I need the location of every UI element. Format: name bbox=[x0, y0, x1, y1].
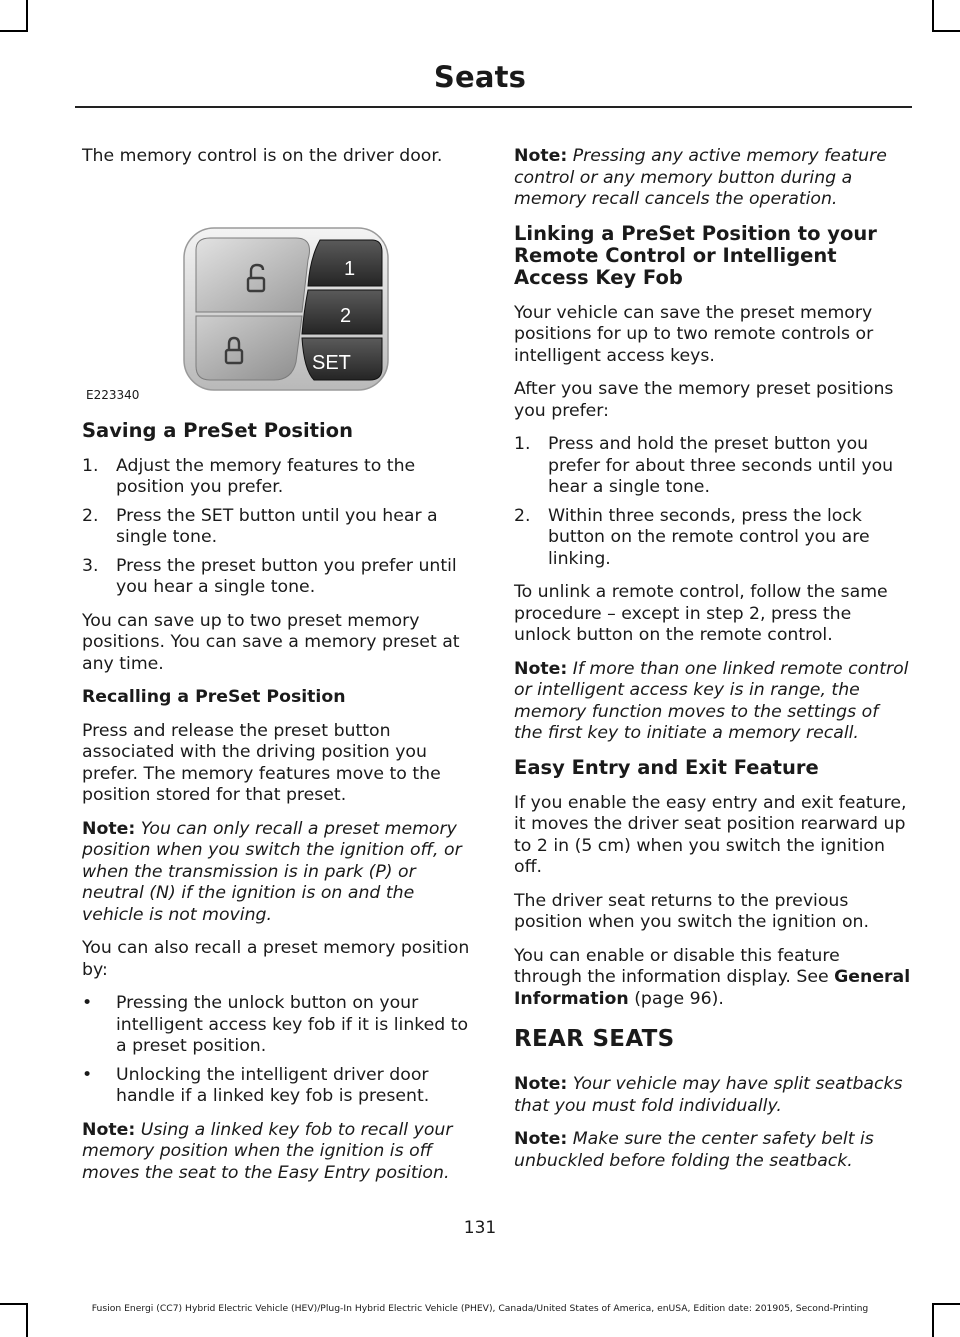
left-column bbox=[82, 146, 478, 1196]
crop-mark bbox=[0, 30, 28, 32]
memory-button-1-label: 1 bbox=[344, 257, 356, 280]
note: Note: Pressing any active memory feature control or any memory button during a memory recall cancels the operation. bbox=[514, 146, 887, 209]
saving-heading: Saving a PreSet Position bbox=[82, 418, 353, 442]
saving-steps bbox=[82, 456, 478, 599]
intro-text: The memory control is on the driver door. bbox=[82, 146, 443, 166]
set-button-label: SET bbox=[312, 351, 351, 374]
recall-methods bbox=[82, 993, 478, 1108]
cross-reference-link[interactable]: General Information bbox=[514, 967, 911, 1009]
list-item: 1. Press and hold the preset button you prefer for about three seconds until you hear a single tone. bbox=[514, 434, 894, 497]
memory-control-figure bbox=[82, 180, 478, 412]
memory-button-2-label: 2 bbox=[340, 304, 352, 327]
easy-entry-paragraph-2: The driver seat returns to the previous position when you switch the ignition on. bbox=[514, 890, 870, 932]
lock-button[interactable] bbox=[196, 316, 302, 380]
list-item: • Unlocking the intelligent driver door handle if a linked key fob is present. bbox=[82, 1064, 430, 1106]
linking-heading: Linking a PreSet Position to your Remote Control or Intelligent Access Key Fob bbox=[514, 221, 877, 289]
list-item: 2. Within three seconds, press the lock button on the remote control you are linking. bbox=[514, 505, 870, 569]
step-number: 2. bbox=[82, 505, 99, 526]
recalling-paragraph-2: You can also recall a preset memory position by: bbox=[82, 938, 470, 980]
step-number: 1. bbox=[514, 434, 531, 454]
footer-text: Fusion Energi (CC7) Hybrid Electric Vehicle (HEV)/Plug-In Hybrid Electric Vehicle (PHEV), Canada/United States of America, enUSA, Edition date: 201905, Second-Printing bbox=[91, 1303, 869, 1314]
note: Note: Your vehicle may have split seatbacks that you must fold individually. bbox=[514, 1074, 903, 1116]
right-column bbox=[514, 146, 911, 1184]
saving-paragraph: You can save up to two preset memory positions. You can save a memory preset at any time. bbox=[82, 610, 460, 674]
crop-mark bbox=[932, 0, 934, 32]
page-number: 131 bbox=[463, 1218, 497, 1238]
page-title: Seats bbox=[433, 60, 527, 94]
linking-paragraph-1: Your vehicle can save the preset memory positions for up to two remote controls or intelligent access keys. bbox=[514, 302, 874, 366]
list-item: • Pressing the unlock button on your intelligent access key fob if it is linked to a preset position. bbox=[82, 993, 469, 1056]
unlock-button[interactable] bbox=[196, 238, 310, 312]
bullet: • bbox=[82, 1064, 93, 1085]
step-number: 2. bbox=[514, 505, 531, 526]
list-item: 1. Adjust the memory features to the position you prefer. bbox=[82, 455, 416, 497]
easy-entry-paragraph-1: If you enable the easy entry and exit feature, it moves the driver seat position rearward up to 2 in (5 cm) when you switch the ignition off. bbox=[514, 792, 907, 877]
linking-paragraph-3: To unlink a remote control, follow the same procedure – except in step 2, press the unlock button on the remote control. bbox=[514, 582, 888, 645]
header-divider bbox=[75, 106, 912, 108]
note: Note: You can only recall a preset memory position when you switch the ignition off, or when the transmission is in park (P) or neutral (N) if the ignition is on and the vehicle is not moving. bbox=[82, 818, 462, 925]
note: Note: Using a linked key fob to recall your memory position when the ignition is off moves the seat to the Easy Entry position. bbox=[82, 1119, 453, 1183]
list-item: 2. Press the SET button until you hear a single tone. bbox=[82, 505, 438, 547]
recalling-heading: Recalling a PreSet Position bbox=[82, 687, 346, 707]
bullet: • bbox=[82, 993, 93, 1013]
linking-steps bbox=[514, 434, 911, 570]
recalling-paragraph: Press and release the preset button associated with the driving position you prefer. The memory features move to the position stored for that preset. bbox=[82, 720, 441, 805]
figure-id: E223340 bbox=[86, 387, 140, 402]
list-item: 3. Press the preset button you prefer until you hear a single tone. bbox=[82, 555, 457, 597]
step-number: 1. bbox=[82, 455, 99, 476]
memory-control-illustration bbox=[82, 180, 478, 412]
linking-paragraph-2: After you save the memory preset positions you prefer: bbox=[514, 379, 894, 421]
crop-mark bbox=[26, 0, 28, 32]
easy-entry-heading: Easy Entry and Exit Feature bbox=[514, 755, 819, 779]
rear-seats-heading: REAR SEATS bbox=[514, 1026, 675, 1052]
crop-mark bbox=[932, 30, 960, 32]
easy-entry-paragraph-3: You can enable or disable this feature through the information display. See General Information (page 96). bbox=[514, 945, 911, 1009]
note: Note: If more than one linked remote control or intelligent access key is in range, the memory function moves to the settings of the first key to initiate a memory recall. bbox=[514, 658, 909, 743]
note: Note: Make sure the center safety belt is unbuckled before folding the seatback. bbox=[514, 1129, 874, 1171]
step-number: 3. bbox=[82, 555, 99, 576]
